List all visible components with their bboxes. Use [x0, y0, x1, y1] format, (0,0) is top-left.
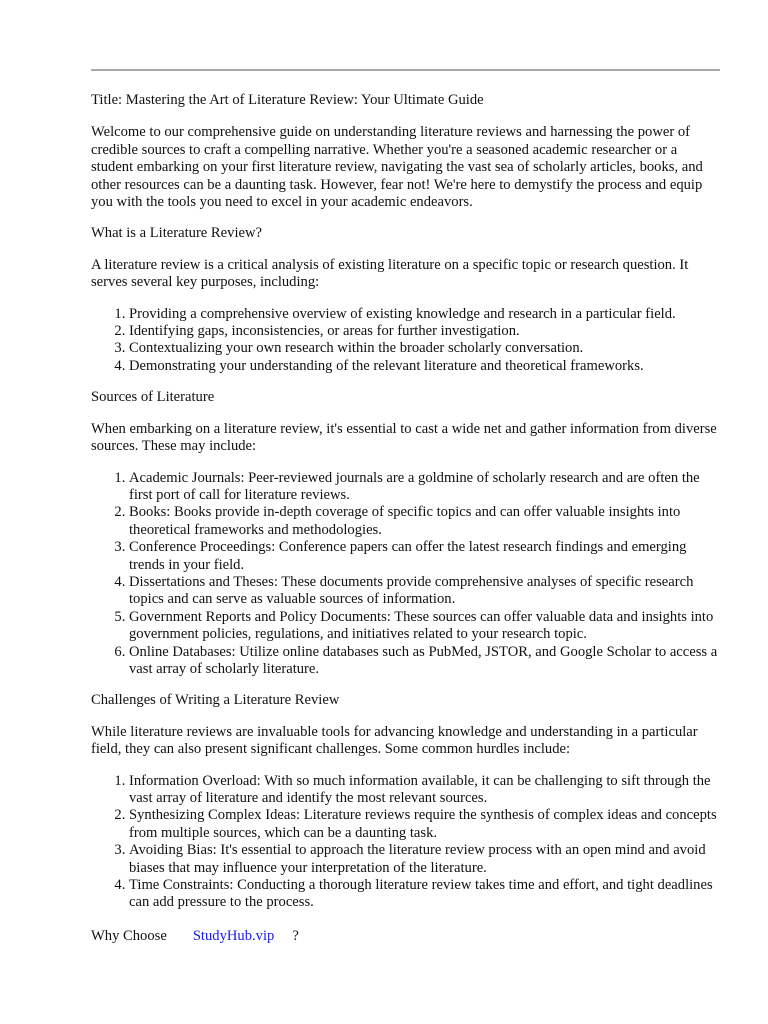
section-paragraph-sources: When embarking on a literature review, it's essential to cast a wide net and gather information from diverse sources. These may include:: [91, 420, 717, 455]
why-choose-prefix: Why Choose: [91, 928, 167, 944]
why-choose-line: [91, 928, 299, 945]
studyhub-link[interactable]: StudyHub.vip: [192, 928, 275, 944]
list-item: 2. Identifying gaps, inconsistencies, or areas for further investigation.: [129, 323, 723, 340]
section-paragraph-challenges: While literature reviews are invaluable tools for advancing knowledge and understanding in a particular field, they can also present significant challenges. Some common hurdles include:: [91, 723, 698, 758]
list-item: 3. Avoiding Bias: It's essential to approach the literature review process with an open mind and avoid biases that may influence your interpretation of the literature.: [129, 842, 723, 877]
section-heading-what-is: What is a Literature Review?: [91, 225, 262, 242]
list-item: 6. Online Databases: Utilize online databases such as PubMed, JSTOR, and Google Scholar to access a vast array of scholarly literature.: [129, 644, 723, 679]
list-item: 2. Synthesizing Complex Ideas: Literature reviews require the synthesis of complex ideas and concepts from multiple sources, which can be a daunting task.: [129, 807, 723, 842]
challenges-list: [91, 773, 723, 912]
section-heading-challenges: Challenges of Writing a Literature Review: [91, 692, 340, 709]
list-item: 1. Information Overload: With so much information available, it can be challenging to sift through the vast array of literature and identify the most relevant sources.: [129, 773, 723, 808]
list-item: 1. Providing a comprehensive overview of existing knowledge and research in a particular field.: [129, 306, 723, 323]
intro-paragraph: Welcome to our comprehensive guide on understanding literature reviews and harnessing the power of credible sources to craft a compelling narrative. Whether you're a seasoned academic researcher or a student embarking on your first literature review, navigating the vast sea of scholarly articles, books, and other resources can be a daunting task. However, fear not! We're here to demystify the process and equip you with the tools you need to excel in your academic endeavors.: [91, 124, 703, 211]
purposes-list: [91, 306, 723, 376]
list-item: 4. Dissertations and Theses: These documents provide comprehensive analyses of specific research topics and can serve as valuable sources of information.: [129, 574, 723, 609]
sources-list: [91, 470, 723, 679]
document-title: Title: Mastering the Art of Literature Review: Your Ultimate Guide: [91, 92, 484, 108]
list-item: 3. Contextualizing your own research within the broader scholarly conversation.: [129, 340, 723, 357]
top-divider: [91, 69, 720, 71]
list-item: 4. Demonstrating your understanding of the relevant literature and theoretical frameworks.: [129, 358, 723, 375]
list-item: 3. Conference Proceedings: Conference papers can offer the latest research findings and emerging trends in your field.: [129, 539, 723, 574]
list-item: 2. Books: Books provide in-depth coverage of specific topics and can offer valuable insights into theoretical frameworks and methodologies.: [129, 504, 723, 539]
document-body: [91, 92, 723, 926]
why-choose-suffix: ?: [292, 928, 299, 944]
section-heading-sources: Sources of Literature: [91, 389, 215, 406]
list-item: 4. Time Constraints: Conducting a thorough literature review takes time and effort, and tight deadlines can add pressure to the process.: [129, 877, 723, 912]
list-item: 1. Academic Journals: Peer-reviewed journals are a goldmine of scholarly research and are often the first port of call for literature reviews.: [129, 470, 723, 505]
section-paragraph-what-is: A literature review is a critical analysis of existing literature on a specific topic or research question. It serves several key purposes, including:: [91, 256, 689, 291]
list-item: 5. Government Reports and Policy Documents: These sources can offer valuable data and insights into government policies, regulations, and initiatives related to your research topic.: [129, 609, 723, 644]
